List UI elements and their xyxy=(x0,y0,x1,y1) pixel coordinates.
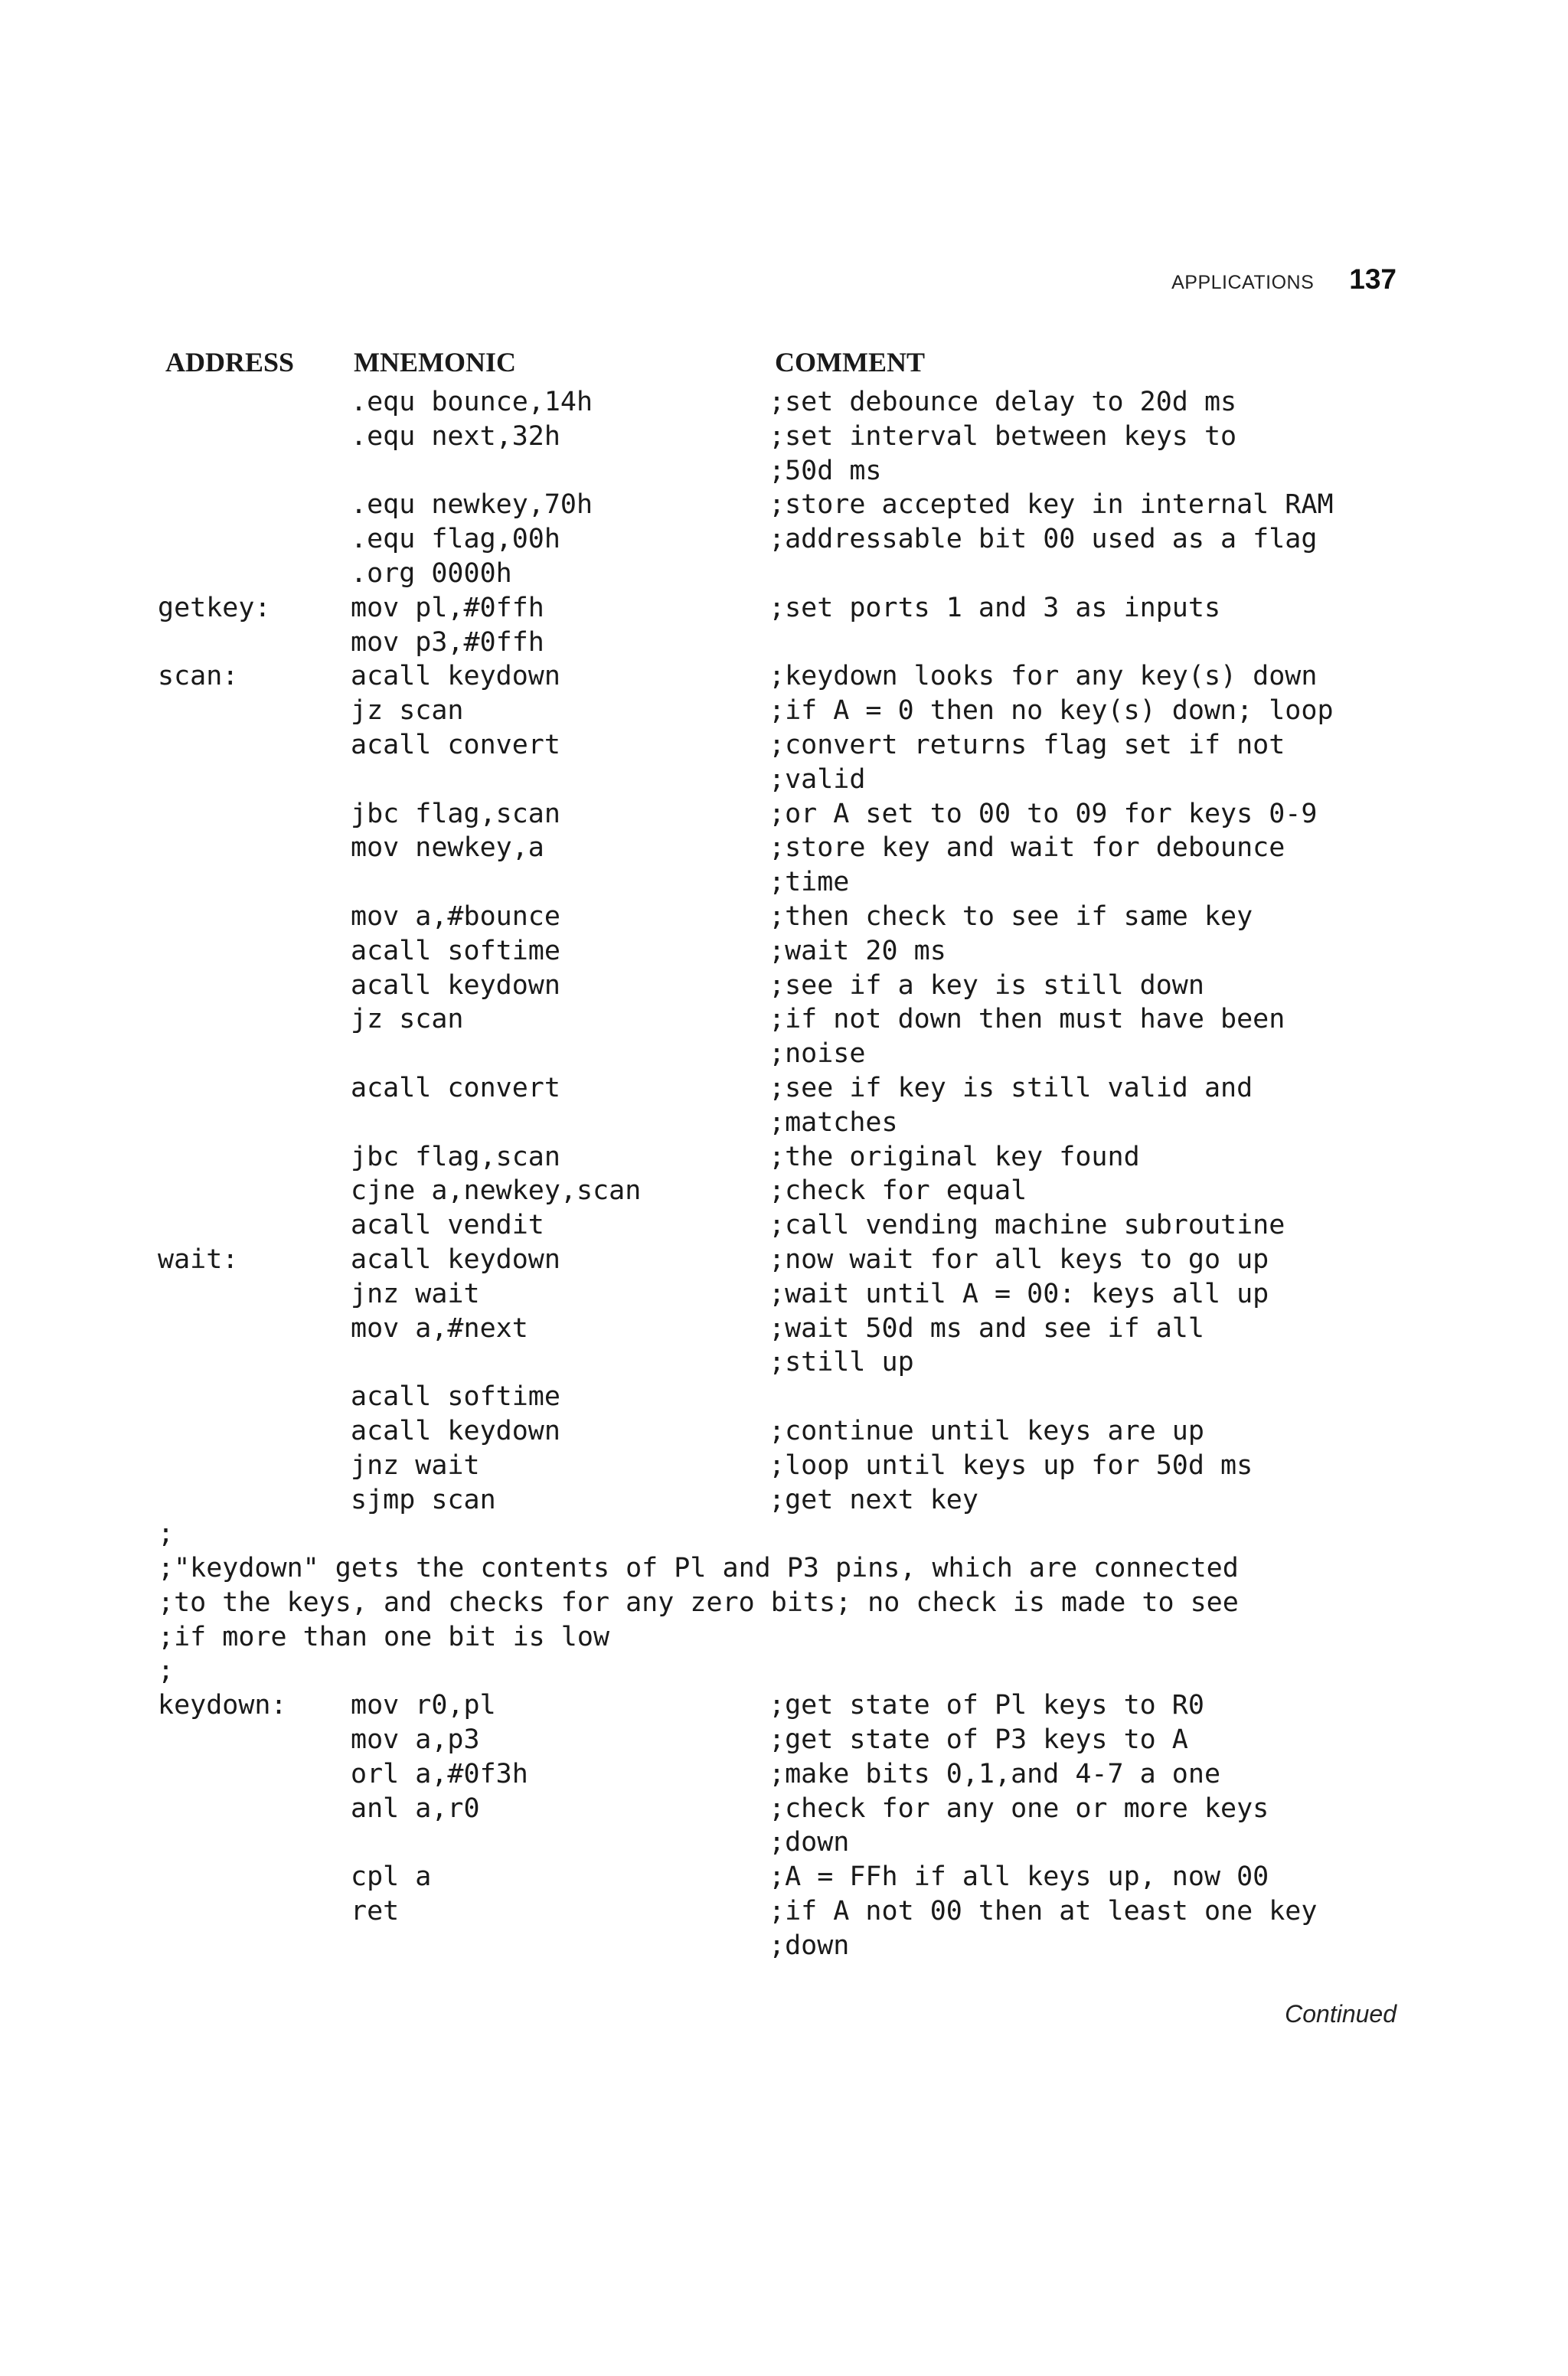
mnemonic: mov p3,#0ffh xyxy=(351,626,544,658)
code-line xyxy=(0,1449,1568,1483)
code-line xyxy=(0,1757,1568,1792)
comment: ;then check to see if same key xyxy=(769,900,1253,932)
comment-block-line: ;if more than one bit is low xyxy=(158,1621,610,1652)
mnemonic: mov pl,#0ffh xyxy=(351,592,544,623)
mnemonic: acall keydown xyxy=(351,969,560,1001)
mnemonic: acall keydown xyxy=(351,1415,560,1446)
mnemonic: sjmp scan xyxy=(351,1484,496,1515)
mnemonic: acall convert xyxy=(351,729,560,760)
comment-block-line: ; xyxy=(158,1655,175,1687)
mnemonic-column-header: MNEMONIC xyxy=(354,347,516,377)
comment: ;set ports 1 and 3 as inputs xyxy=(769,592,1221,623)
comment: ;store accepted key in internal RAM xyxy=(769,489,1334,521)
code-line xyxy=(0,591,1568,626)
code-line xyxy=(0,831,1568,865)
comment: ;wait until A = 00: keys all up xyxy=(769,1278,1269,1309)
code-line xyxy=(0,1620,1568,1655)
mnemonic: ret xyxy=(351,1896,400,1927)
comment: ;if A not 00 then at least one key xyxy=(769,1896,1318,1927)
code-line xyxy=(0,1002,1568,1037)
code-line xyxy=(0,420,1568,454)
code-line xyxy=(0,1380,1568,1414)
comment: ;call vending machine subroutine xyxy=(769,1210,1285,1241)
address-label: keydown: xyxy=(158,1690,287,1721)
assembly-listing xyxy=(0,385,1568,1963)
code-line xyxy=(0,1551,1568,1586)
code-line xyxy=(0,1414,1568,1449)
comment-column-header: COMMENT xyxy=(775,347,925,377)
comment: ;or A set to 00 to 09 for keys 0-9 xyxy=(769,798,1318,829)
code-line xyxy=(0,1106,1568,1140)
comment: ;see if a key is still down xyxy=(769,969,1204,1001)
mnemonic: .equ next,32h xyxy=(351,420,560,452)
comment: ;set interval between keys to xyxy=(769,420,1237,452)
code-line xyxy=(0,763,1568,797)
comment: ;check for any one or more keys xyxy=(769,1793,1269,1824)
comment: ;still up xyxy=(769,1347,914,1378)
code-line xyxy=(0,488,1568,522)
mnemonic: mov a,#bounce xyxy=(351,900,560,932)
comment-block-line: ;to the keys, and checks for any zero bits; no check is made to see xyxy=(158,1587,1239,1618)
address-label: scan: xyxy=(158,661,239,692)
code-line xyxy=(0,1825,1568,1860)
mnemonic: .equ newkey,70h xyxy=(351,489,593,521)
code-line xyxy=(0,557,1568,591)
code-line xyxy=(0,1894,1568,1929)
mnemonic: .org 0000h xyxy=(351,557,512,589)
comment: ;make bits 0,1,and 4-7 a one xyxy=(769,1758,1221,1789)
comment: ;keydown looks for any key(s) down xyxy=(769,661,1318,692)
comment: ;wait 20 ms xyxy=(769,935,946,966)
code-line xyxy=(0,385,1568,420)
mnemonic: mov a,p3 xyxy=(351,1724,480,1756)
mnemonic: acall convert xyxy=(351,1072,560,1103)
continued-note: Continued xyxy=(1285,2000,1396,2028)
code-line xyxy=(0,1208,1568,1243)
comment: ;50d ms xyxy=(769,455,882,486)
code-line xyxy=(0,1586,1568,1620)
mnemonic: .equ flag,00h xyxy=(351,524,560,555)
code-line xyxy=(0,1345,1568,1380)
mnemonic: acall vendit xyxy=(351,1210,544,1241)
comment: ;time xyxy=(769,867,850,898)
code-line xyxy=(0,1688,1568,1723)
address-label: getkey: xyxy=(158,592,271,623)
code-line xyxy=(0,1654,1568,1688)
comment-block-line: ;"keydown" gets the contents of Pl and P3 pins, which are connected xyxy=(158,1553,1239,1584)
mnemonic: jnz wait xyxy=(351,1449,480,1481)
code-line xyxy=(0,797,1568,832)
mnemonic: jnz wait xyxy=(351,1278,480,1309)
comment: ;valid xyxy=(769,763,866,795)
code-line xyxy=(0,1243,1568,1277)
code-line xyxy=(0,694,1568,728)
comment: ;addressable bit 00 used as a flag xyxy=(769,524,1318,555)
mnemonic: orl a,#0f3h xyxy=(351,1758,528,1789)
comment: ;get state of P3 keys to A xyxy=(769,1724,1188,1756)
mnemonic: mov newkey,a xyxy=(351,832,544,864)
mnemonic: cpl a xyxy=(351,1861,432,1893)
code-line xyxy=(0,1929,1568,1963)
mnemonic: anl a,r0 xyxy=(351,1793,480,1824)
comment: ;now wait for all keys to go up xyxy=(769,1244,1269,1275)
code-line xyxy=(0,1483,1568,1518)
code-line xyxy=(0,522,1568,557)
mnemonic: acall softime xyxy=(351,935,560,966)
code-line xyxy=(0,1277,1568,1312)
comment: ;convert returns flag set if not xyxy=(769,729,1285,760)
code-line xyxy=(0,659,1568,694)
mnemonic: .equ bounce,14h xyxy=(351,387,593,417)
comment: ;loop until keys up for 50d ms xyxy=(769,1449,1253,1481)
code-line xyxy=(0,1174,1568,1208)
running-head: APPLICATIONS xyxy=(1171,272,1315,293)
code-line xyxy=(0,969,1568,1003)
comment: ;if not down then must have been xyxy=(769,1004,1285,1035)
mnemonic: jbc flag,scan xyxy=(351,1141,560,1172)
mnemonic: mov r0,pl xyxy=(351,1690,496,1721)
comment-block-line: ; xyxy=(158,1518,175,1550)
mnemonic: acall keydown xyxy=(351,1244,560,1275)
code-line xyxy=(0,1140,1568,1175)
mnemonic: mov a,#next xyxy=(351,1312,528,1344)
code-line xyxy=(0,934,1568,969)
code-line xyxy=(0,1723,1568,1757)
code-line xyxy=(0,1517,1568,1551)
address-column-header: ADDRESS xyxy=(165,347,295,377)
comment: ;set debounce delay to 20d ms xyxy=(769,387,1237,417)
code-line xyxy=(0,865,1568,900)
code-line xyxy=(0,1037,1568,1071)
mnemonic: acall keydown xyxy=(351,661,560,692)
code-line xyxy=(0,728,1568,763)
comment: ;store key and wait for debounce xyxy=(769,832,1285,864)
code-line xyxy=(0,626,1568,660)
mnemonic: jz scan xyxy=(351,1004,464,1035)
code-line xyxy=(0,454,1568,489)
code-line xyxy=(0,900,1568,934)
column-headers xyxy=(0,346,1568,384)
page-header xyxy=(1171,263,1396,296)
comment: ;A = FFh if all keys up, now 00 xyxy=(769,1861,1269,1893)
page-number: 137 xyxy=(1349,263,1396,295)
mnemonic: jz scan xyxy=(351,695,464,727)
comment: ;check for equal xyxy=(769,1175,1027,1207)
comment: ;noise xyxy=(769,1038,866,1070)
comment: ;matches xyxy=(769,1106,898,1138)
comment: ;if A = 0 then no key(s) down; loop xyxy=(769,695,1334,727)
comment: ;down xyxy=(769,1827,850,1858)
comment: ;get next key xyxy=(769,1484,978,1515)
mnemonic: cjne a,newkey,scan xyxy=(351,1175,642,1207)
comment: ;see if key is still valid and xyxy=(769,1072,1253,1103)
comment: ;get state of Pl keys to R0 xyxy=(769,1690,1204,1721)
comment: ;the original key found xyxy=(769,1141,1140,1172)
address-label: wait: xyxy=(158,1244,239,1275)
comment: ;continue until keys are up xyxy=(769,1415,1204,1446)
code-line xyxy=(0,1860,1568,1894)
comment: ;down xyxy=(769,1930,850,1961)
code-line xyxy=(0,1792,1568,1826)
comment: ;wait 50d ms and see if all xyxy=(769,1312,1204,1344)
code-line xyxy=(0,1312,1568,1346)
mnemonic: acall softime xyxy=(351,1381,560,1413)
mnemonic: jbc flag,scan xyxy=(351,798,560,829)
code-line xyxy=(0,1071,1568,1106)
